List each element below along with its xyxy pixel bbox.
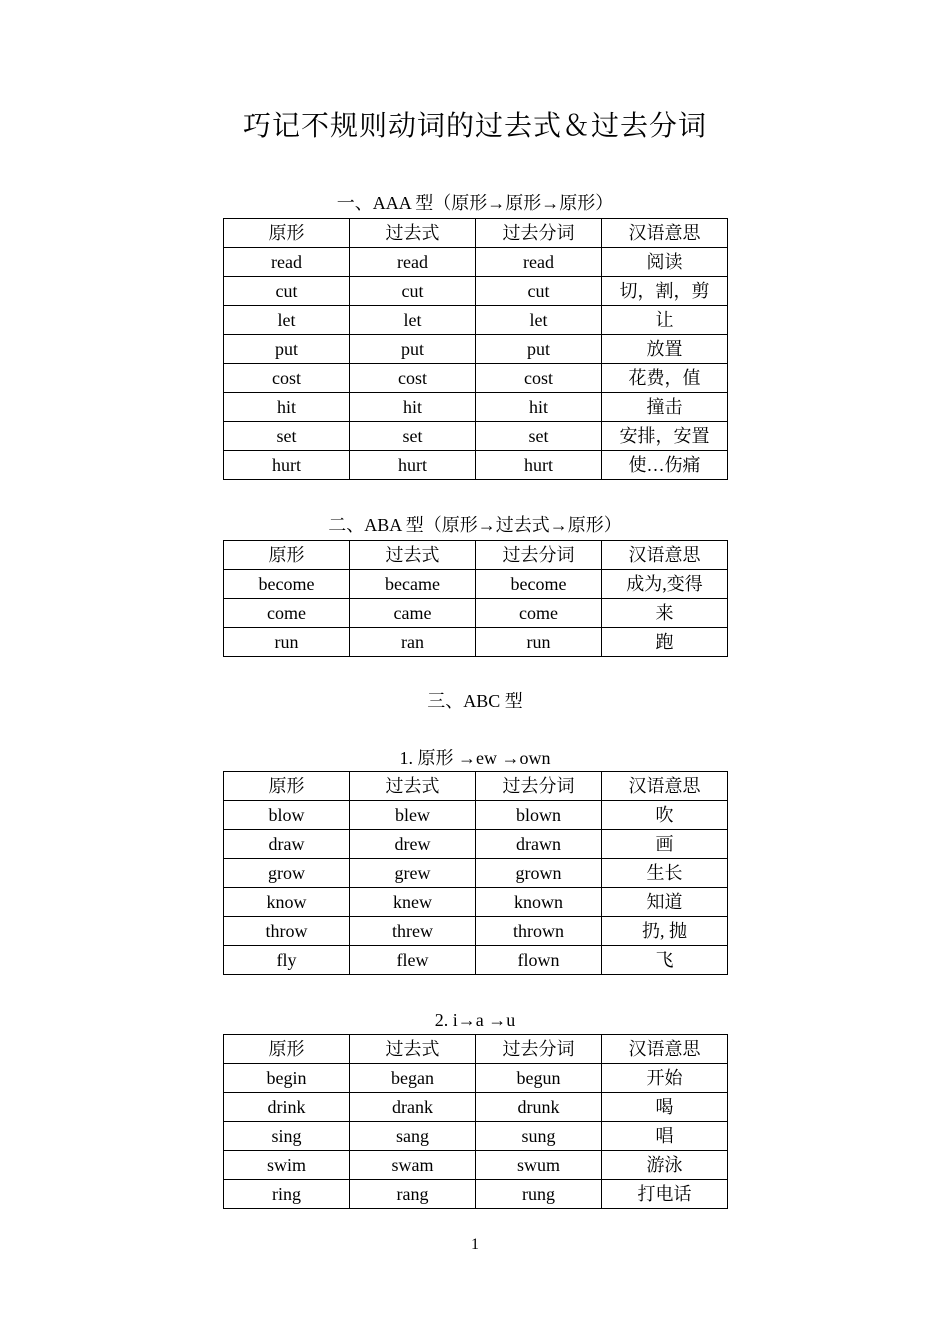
table-cell: 安排，安置: [602, 422, 728, 451]
table-cell: known: [476, 888, 602, 917]
table-cell: sing: [224, 1122, 350, 1151]
table-row: [224, 1180, 728, 1209]
table-cell: come: [476, 599, 602, 628]
table-cell: cost: [224, 364, 350, 393]
table-cell: hit: [224, 393, 350, 422]
table-cell: read: [476, 248, 602, 277]
table-cell: 花费，值: [602, 364, 728, 393]
table-cell: 让: [602, 306, 728, 335]
column-header: 过去分词: [476, 541, 602, 570]
column-header: 过去分词: [476, 219, 602, 248]
abc-ew-own-verb-table: [223, 771, 728, 975]
table-cell: ran: [350, 628, 476, 657]
table-cell: hit: [350, 393, 476, 422]
table-cell: swum: [476, 1151, 602, 1180]
table-cell: set: [476, 422, 602, 451]
table-cell: 扔, 抛: [602, 917, 728, 946]
table-cell: 成为,变得: [602, 570, 728, 599]
table-cell: put: [476, 335, 602, 364]
table-cell: drink: [224, 1093, 350, 1122]
table-header-row: [224, 219, 728, 248]
table-cell: began: [350, 1064, 476, 1093]
table-cell: 游泳: [602, 1151, 728, 1180]
table-row: [224, 451, 728, 480]
table-cell: hurt: [224, 451, 350, 480]
table-cell: know: [224, 888, 350, 917]
table-cell: become: [476, 570, 602, 599]
table-cell: hurt: [476, 451, 602, 480]
table-cell: let: [476, 306, 602, 335]
table-cell: run: [476, 628, 602, 657]
table-row: [224, 1151, 728, 1180]
table-cell: knew: [350, 888, 476, 917]
table-row: [224, 599, 728, 628]
table-cell: sang: [350, 1122, 476, 1151]
table-row: [224, 393, 728, 422]
table-cell: blown: [476, 801, 602, 830]
table-cell: hit: [476, 393, 602, 422]
table-header-row: [224, 772, 728, 801]
column-header: 过去分词: [476, 772, 602, 801]
table-cell: grown: [476, 859, 602, 888]
table-cell: came: [350, 599, 476, 628]
table-row: [224, 422, 728, 451]
table-cell: 使…伤痛: [602, 451, 728, 480]
column-header: 原形: [224, 541, 350, 570]
table-cell: sung: [476, 1122, 602, 1151]
table-cell: 跑: [602, 628, 728, 657]
table-row: [224, 1093, 728, 1122]
table-cell: set: [224, 422, 350, 451]
table-cell: 生长: [602, 859, 728, 888]
table-cell: 来: [602, 599, 728, 628]
table-cell: 喝: [602, 1093, 728, 1122]
page-number: 1: [471, 1236, 479, 1253]
table-cell: cost: [476, 364, 602, 393]
column-header: 汉语意思: [602, 772, 728, 801]
aaa-verb-table: [223, 218, 728, 480]
table-cell: fly: [224, 946, 350, 975]
table-cell: grew: [350, 859, 476, 888]
column-header: 过去式: [350, 219, 476, 248]
table-cell: flew: [350, 946, 476, 975]
table-cell: put: [350, 335, 476, 364]
table-cell: grow: [224, 859, 350, 888]
table-cell: thrown: [476, 917, 602, 946]
table-cell: 打电话: [602, 1180, 728, 1209]
column-header: 过去式: [350, 541, 476, 570]
table-cell: let: [350, 306, 476, 335]
table-cell: 唱: [602, 1122, 728, 1151]
table-cell: drew: [350, 830, 476, 859]
table-row: [224, 946, 728, 975]
section-aaa-caption: 一、AAA 型（原形→原形→原形）: [336, 193, 614, 213]
section-aba-caption: 二、ABA 型（原形→过去式→原形）: [328, 515, 622, 535]
table-cell: swam: [350, 1151, 476, 1180]
table-cell: became: [350, 570, 476, 599]
column-header: 汉语意思: [602, 541, 728, 570]
table-row: [224, 248, 728, 277]
table-cell: 吹: [602, 801, 728, 830]
table-cell: begin: [224, 1064, 350, 1093]
column-header: 过去式: [350, 772, 476, 801]
section-abc-heading: 三、ABC 型: [427, 691, 523, 711]
table-row: [224, 859, 728, 888]
table-cell: blew: [350, 801, 476, 830]
table-row: [224, 917, 728, 946]
table-cell: begun: [476, 1064, 602, 1093]
table-cell: rang: [350, 1180, 476, 1209]
table-cell: come: [224, 599, 350, 628]
table-cell: cut: [476, 277, 602, 306]
table-cell: 画: [602, 830, 728, 859]
table-cell: throw: [224, 917, 350, 946]
table-cell: cut: [350, 277, 476, 306]
column-header: 原形: [224, 1035, 350, 1064]
table-cell: threw: [350, 917, 476, 946]
table-row: [224, 801, 728, 830]
table-cell: 撞击: [602, 393, 728, 422]
table-header-row: [224, 1035, 728, 1064]
table-cell: 阅读: [602, 248, 728, 277]
table-cell: put: [224, 335, 350, 364]
table-cell: run: [224, 628, 350, 657]
table-row: [224, 570, 728, 599]
table-cell: set: [350, 422, 476, 451]
table-cell: read: [350, 248, 476, 277]
table-cell: 知道: [602, 888, 728, 917]
table-cell: 开始: [602, 1064, 728, 1093]
column-header: 过去分词: [476, 1035, 602, 1064]
table-cell: rung: [476, 1180, 602, 1209]
column-header: 汉语意思: [602, 219, 728, 248]
table-row: [224, 277, 728, 306]
table-row: [224, 888, 728, 917]
aba-verb-table: [223, 540, 728, 657]
table-cell: flown: [476, 946, 602, 975]
table-row: [224, 1122, 728, 1151]
table-cell: swim: [224, 1151, 350, 1180]
table-cell: 放置: [602, 335, 728, 364]
table-cell: drank: [350, 1093, 476, 1122]
column-header: 汉语意思: [602, 1035, 728, 1064]
column-header: 原形: [224, 772, 350, 801]
abc-subsection-2-caption: 2. i→a →u: [434, 1010, 516, 1030]
table-cell: drawn: [476, 830, 602, 859]
abc-subsection-1-caption: 1. 原形 →ew →own: [399, 748, 551, 768]
table-row: [224, 628, 728, 657]
table-cell: blow: [224, 801, 350, 830]
table-cell: let: [224, 306, 350, 335]
table-cell: read: [224, 248, 350, 277]
table-row: [224, 364, 728, 393]
table-row: [224, 335, 728, 364]
table-cell: cost: [350, 364, 476, 393]
table-row: [224, 1064, 728, 1093]
page-title: 巧记不规则动词的过去式＆过去分词: [242, 109, 707, 142]
table-cell: drunk: [476, 1093, 602, 1122]
table-cell: 飞: [602, 946, 728, 975]
table-cell: become: [224, 570, 350, 599]
table-cell: draw: [224, 830, 350, 859]
table-row: [224, 830, 728, 859]
table-cell: hurt: [350, 451, 476, 480]
table-header-row: [224, 541, 728, 570]
abc-i-a-u-verb-table: [223, 1034, 728, 1209]
table-cell: cut: [224, 277, 350, 306]
column-header: 原形: [224, 219, 350, 248]
table-cell: ring: [224, 1180, 350, 1209]
table-cell: 切，割，剪: [602, 277, 728, 306]
column-header: 过去式: [350, 1035, 476, 1064]
table-row: [224, 306, 728, 335]
